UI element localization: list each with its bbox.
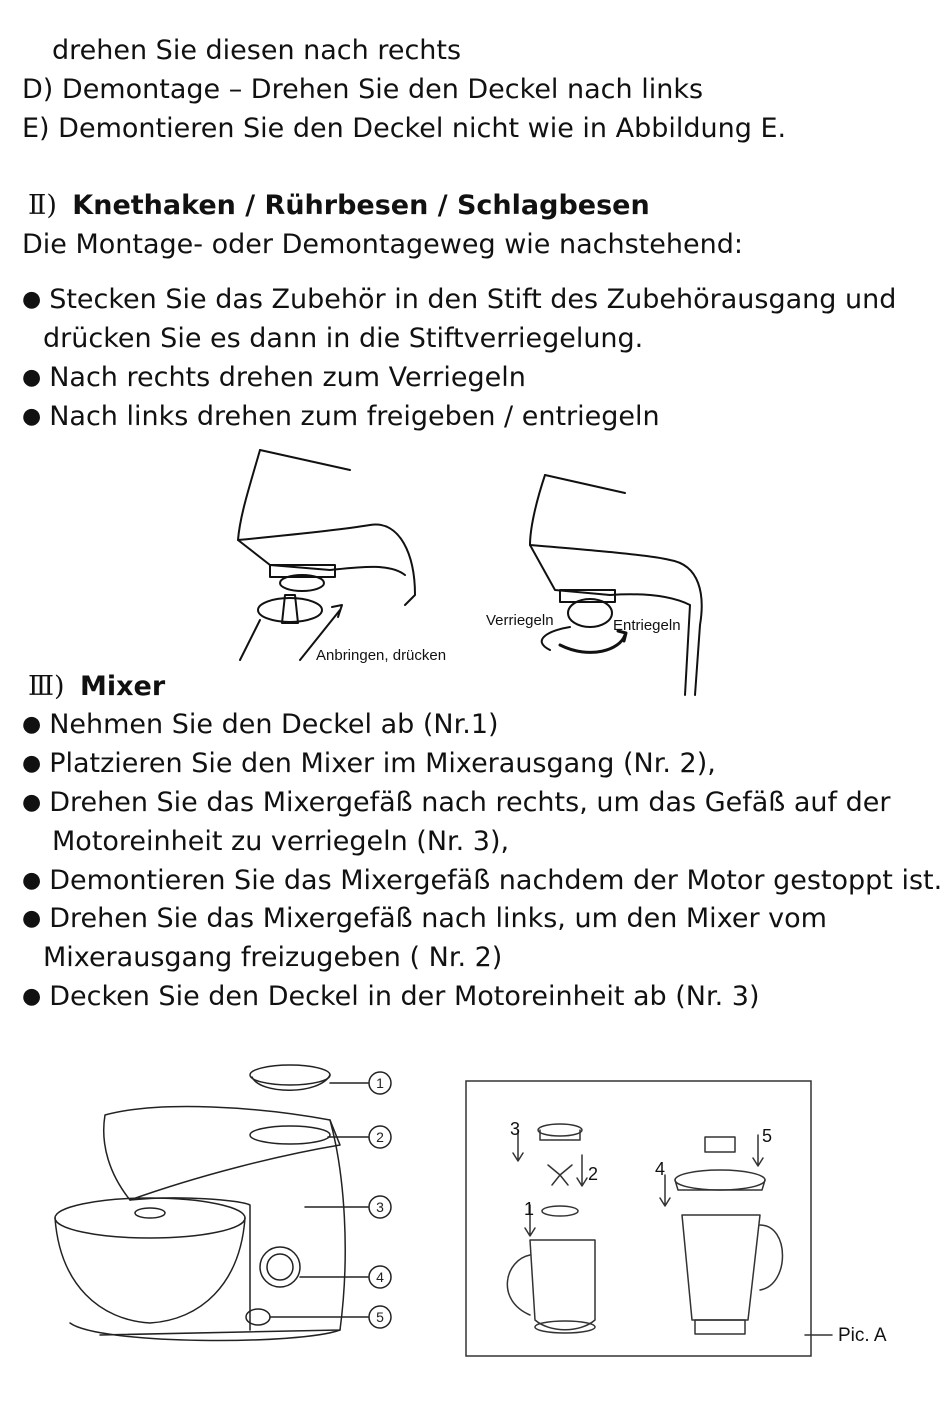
unlock-arrow [560,635,625,652]
left-head-top-edge [260,450,350,470]
bullet-text: Stecken Sie das Zubehör in den Stift des Zubehörausgang und [49,284,897,315]
left-head-lower [238,540,405,575]
right-jar-handle [760,1225,783,1290]
lock-label: Verriegeln [486,612,554,629]
arrow-4 [660,1175,670,1206]
mixer-base [70,1323,340,1340]
right-jar [682,1215,760,1320]
left-cap [538,1124,582,1136]
right-lid [675,1170,765,1190]
section2-bullet-1-cont: drücken Sie es dann in die Stiftverriegelung. [43,323,644,354]
arrow-2 [577,1155,587,1186]
blender-figure [460,1075,900,1365]
right-beater [568,599,612,627]
section3-bullet-1 [22,706,499,746]
callout-5: 5 [376,1309,384,1325]
bullet-text: Decken Sie den Deckel in der Motoreinheit ab (Nr. 3) [49,981,760,1012]
intro-line-2: D) Demontage – Drehen Sie den Deckel nach links [22,74,704,105]
section2-number: Ⅱ) [28,190,57,221]
bullet-text: Drehen Sie das Mixergefäß nach rechts, um das Gefäß auf der [49,787,891,818]
speed-knob-inner [267,1254,293,1280]
section2-bullet-2 [22,359,526,399]
attach-label: Anbringen, drücken [316,647,447,664]
bullet-text: Drehen Sie das Mixergefäß nach links, um den Mixer vom [49,903,827,934]
bullet-text: Platzieren Sie den Mixer im Mixerausgang (Nr. 2), [49,748,716,779]
unlock-label: Entriegeln [613,617,681,634]
section3-bullet-5-cont: Mixerausgang freizugeben ( Nr. 2) [43,942,503,973]
left-jar-base [535,1321,595,1333]
mixer-tool-hub [135,1208,165,1218]
step-4: 4 [655,1159,666,1179]
left-jar [530,1240,595,1330]
speed-knob [260,1247,300,1287]
section3-bullet-3 [22,784,890,824]
step-3: 3 [510,1119,521,1139]
bullet-text: Nehmen Sie den Deckel ab (Nr.1) [49,709,499,740]
right-jar-base [695,1320,745,1334]
section2-title: Knethaken / Rührbesen / Schlagbesen [72,190,650,221]
section3-heading [28,668,165,706]
step-2: 2 [588,1164,599,1184]
bullet-text: Nach rechts drehen zum Verriegeln [49,362,526,393]
bullet-text: Nach links drehen zum freigeben / entriegeln [49,401,660,432]
step-1: 1 [524,1199,535,1219]
left-blade [548,1165,572,1185]
right-lid-side [675,1180,765,1190]
attachment-figure [230,445,730,705]
beater-disc [258,598,322,622]
stand-mixer-figure [40,1055,420,1360]
section2-bullet-3 [22,398,660,438]
callout-3: 3 [376,1199,384,1215]
right-cup [705,1137,735,1152]
section3-bullet-4 [22,862,942,902]
section2-heading [28,187,650,225]
section3-title: Mixer [79,671,166,702]
section3-bullet-2 [22,745,716,785]
intro-line-3: E) Demontieren Sie den Deckel nicht wie in Abbildung E. [22,113,787,144]
beater-shaft [282,595,298,623]
right-head-outline [530,475,702,695]
mixer-bowl [55,1218,245,1323]
mixer-head [104,1107,340,1200]
bullet-text: Demontieren Sie das Mixergefäß nachdem der Motor gestoppt ist. [49,865,943,896]
mixer-body [100,1120,345,1335]
left-head-outline [238,450,415,605]
right-head-top-edge [545,475,625,493]
beater-arm [240,620,260,660]
callout-4: 4 [376,1269,384,1285]
section3-number: Ⅲ) [28,671,65,702]
section3-bullet-6 [22,978,760,1018]
step-5: 5 [762,1126,773,1146]
intro-line-1: drehen Sie diesen nach rechts [52,35,462,66]
callout-1: 1 [376,1075,384,1091]
mixer-outlet [250,1126,330,1144]
pic-a-caption: Pic. A [838,1325,887,1346]
section2-subtitle: Die Montage- oder Demontageweg wie nachstehend: [22,229,743,260]
left-seal [542,1206,578,1216]
section3-bullet-5 [22,900,827,940]
section3-bullet-3-cont: Motoreinheit zu verriegeln (Nr. 3), [52,826,510,857]
section2-bullet-1 [22,281,896,321]
callout-2: 2 [376,1129,384,1145]
left-jar-handle [507,1255,530,1315]
mixer-lid [250,1065,330,1085]
